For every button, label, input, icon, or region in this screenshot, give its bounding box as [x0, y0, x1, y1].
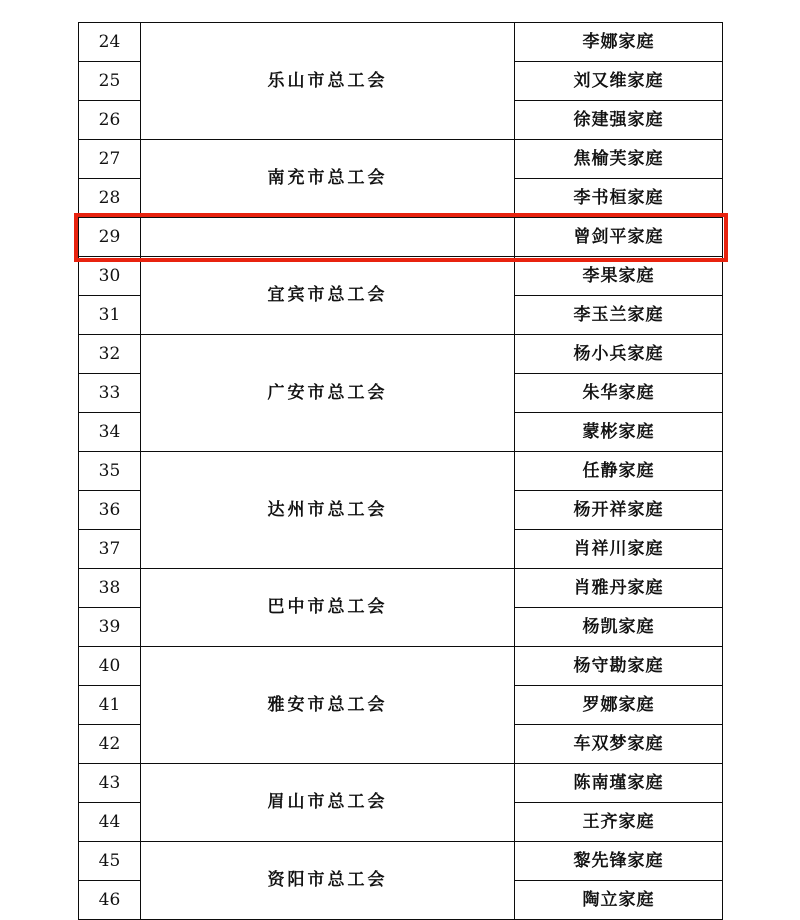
- family-name: 刘又维家庭: [515, 62, 723, 101]
- org-cell: 资阳市总工会: [141, 842, 515, 920]
- family-name: 李果家庭: [515, 257, 723, 296]
- row-number: 40: [79, 647, 141, 686]
- family-name: 任静家庭: [515, 452, 723, 491]
- table-row: [79, 452, 723, 491]
- family-name: 李玉兰家庭: [515, 296, 723, 335]
- row-number: 41: [79, 686, 141, 725]
- table-row: [79, 647, 723, 686]
- family-name: 李书桓家庭: [515, 179, 723, 218]
- row-number: 38: [79, 569, 141, 608]
- row-number: 25: [79, 62, 141, 101]
- row-number: 31: [79, 296, 141, 335]
- table-body: [79, 23, 723, 920]
- row-number: 26: [79, 101, 141, 140]
- family-name: 王齐家庭: [515, 803, 723, 842]
- family-name: 车双梦家庭: [515, 725, 723, 764]
- table-row: [79, 335, 723, 374]
- row-number: 36: [79, 491, 141, 530]
- row-number: 35: [79, 452, 141, 491]
- family-name: 蒙彬家庭: [515, 413, 723, 452]
- row-number: 37: [79, 530, 141, 569]
- family-name: 陈南瑾家庭: [515, 764, 723, 803]
- family-name: 朱华家庭: [515, 374, 723, 413]
- row-number: 45: [79, 842, 141, 881]
- table-row: [79, 257, 723, 296]
- family-name: 李娜家庭: [515, 23, 723, 62]
- table-row: [79, 569, 723, 608]
- row-number: 33: [79, 374, 141, 413]
- row-number: 29: [79, 218, 141, 257]
- org-cell: 眉山市总工会: [141, 764, 515, 842]
- row-number: 27: [79, 140, 141, 179]
- row-number: 39: [79, 608, 141, 647]
- family-name: 陶立家庭: [515, 881, 723, 920]
- family-name: 徐建强家庭: [515, 101, 723, 140]
- org-cell: 广安市总工会: [141, 335, 515, 452]
- org-cell-empty: [141, 218, 515, 257]
- row-number: 28: [79, 179, 141, 218]
- org-cell: 乐山市总工会: [141, 23, 515, 140]
- org-cell: 南充市总工会: [141, 140, 515, 218]
- family-name: 肖雅丹家庭: [515, 569, 723, 608]
- family-name: 杨凯家庭: [515, 608, 723, 647]
- family-name: 肖祥川家庭: [515, 530, 723, 569]
- table-row: [79, 764, 723, 803]
- row-number: 34: [79, 413, 141, 452]
- family-name: 罗娜家庭: [515, 686, 723, 725]
- family-name: 杨开祥家庭: [515, 491, 723, 530]
- row-number: 42: [79, 725, 141, 764]
- org-cell: 宜宾市总工会: [141, 257, 515, 335]
- org-cell: 达州市总工会: [141, 452, 515, 569]
- family-name: 黎先锋家庭: [515, 842, 723, 881]
- table-row: [79, 140, 723, 179]
- row-number: 30: [79, 257, 141, 296]
- org-cell: 巴中市总工会: [141, 569, 515, 647]
- recommended-families-table: [78, 22, 723, 920]
- row-number: 24: [79, 23, 141, 62]
- row-number: 46: [79, 881, 141, 920]
- row-number: 43: [79, 764, 141, 803]
- family-name: 焦榆芙家庭: [515, 140, 723, 179]
- family-name: 杨守勘家庭: [515, 647, 723, 686]
- org-cell: 雅安市总工会: [141, 647, 515, 764]
- family-name: 曾剑平家庭: [515, 218, 723, 257]
- row-number: 32: [79, 335, 141, 374]
- table-row: [79, 842, 723, 881]
- table-row: [79, 23, 723, 62]
- family-name: 杨小兵家庭: [515, 335, 723, 374]
- table-row-highlighted: [79, 218, 723, 257]
- row-number: 44: [79, 803, 141, 842]
